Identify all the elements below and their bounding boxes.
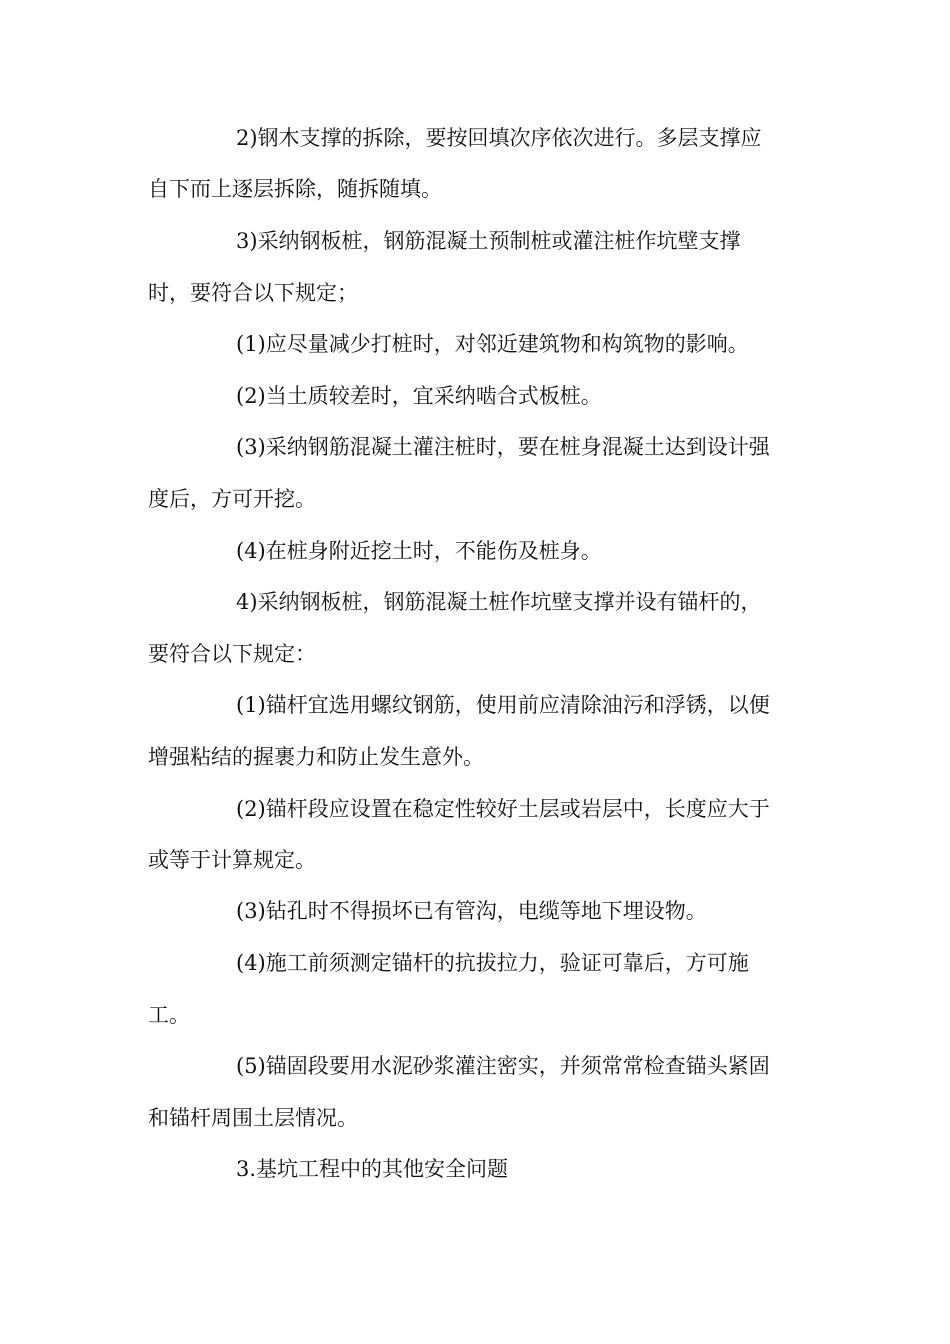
paragraph-line: (5)锚固段要用水泥砂浆灌注密实，并须常常检查锚头紧固 (236, 1054, 770, 1078)
paragraph-line: (4)在桩身附近挖土时，不能伤及桩身。 (236, 539, 602, 563)
paragraph-line: 自下而上逐层拆除，随拆随填。 (148, 177, 442, 201)
paragraph-line: 工。 (148, 1003, 190, 1027)
paragraph-line: 增强粘结的握裹力和防止发生意外。 (148, 745, 484, 769)
paragraph-line: 2)钢木支撑的拆除，要按回填次序依次进行。多层支撑应 (236, 126, 762, 150)
paragraph-line: (1)应尽量减少打桩时，对邻近建筑物和构筑物的影响。 (236, 332, 749, 356)
section-heading: 3.基坑工程中的其他安全问题 (236, 1157, 509, 1181)
paragraph-line: 度后，方可开挖。 (148, 487, 316, 511)
paragraph-line: (2)锚杆段应设置在稳定性较好土层或岩层中，长度应大于 (236, 797, 770, 821)
paragraph-line: 和锚杆周围土层情况。 (148, 1106, 358, 1130)
paragraph-line: (1)锚杆宜选用螺纹钢筋，使用前应清除油污和浮锈，以便 (236, 693, 770, 717)
paragraph-line: (4)施工前须测定锚杆的抗拔拉力，验证可靠后，方可施 (236, 951, 749, 975)
paragraph-line: (2)当土质较差时，宜采纳啮合式板桩。 (236, 384, 602, 408)
paragraph-line: 要符合以下规定： (148, 642, 316, 666)
paragraph-line: (3)采纳钢筋混凝土灌注桩时，要在桩身混凝土达到设计强 (236, 435, 770, 459)
paragraph-line: 或等于计算规定。 (148, 848, 316, 872)
paragraph-line: 3)采纳钢板桩，钢筋混凝土预制桩或灌注桩作坑壁支撑 (236, 229, 741, 253)
paragraph-line: 时，要符合以下规定； (148, 281, 358, 305)
paragraph-line: 4)采纳钢板桩，钢筋混凝土桩作坑壁支撑并设有锚杆的， (236, 590, 762, 614)
paragraph-line: (3)钻孔时不得损坏已有管沟，电缆等地下埋设物。 (236, 899, 707, 923)
